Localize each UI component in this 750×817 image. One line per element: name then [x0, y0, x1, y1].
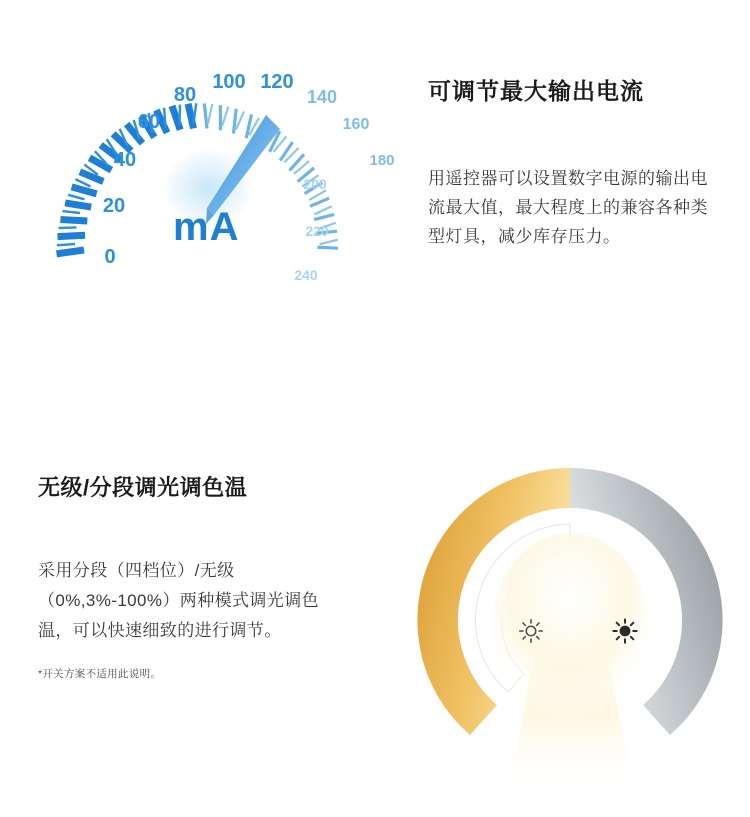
svg-text:200: 200: [303, 176, 327, 192]
current-body: 用遥控器可以设置数字电源的输出电流最大值，最大程度上的兼容各种类型灯具，减少库存压力。: [428, 168, 708, 247]
warm-sun-icon: [518, 618, 544, 644]
svg-text:100: 100: [212, 71, 246, 93]
gauge-unit-label: mA: [173, 205, 240, 249]
dimming-body: 采用分段（四档位）/无级（0%,3%-100%）两种模式调光调色温，可以快速细致的进行调节。: [38, 561, 320, 640]
svg-text:0: 0: [104, 246, 116, 268]
svg-text:80: 80: [173, 84, 197, 106]
section-adjustable-output-current: [0, 0, 750, 400]
svg-text:180: 180: [369, 152, 395, 169]
svg-text:240: 240: [294, 267, 318, 283]
cool-sun-icon: [612, 618, 638, 644]
current-text-block: [428, 78, 728, 251]
svg-text:160: 160: [342, 116, 370, 133]
svg-text:220: 220: [305, 223, 329, 239]
dimming-footnote: *开关方案不适用此说明。: [38, 667, 162, 680]
svg-text:120: 120: [260, 71, 294, 93]
svg-text:60: 60: [137, 111, 161, 133]
current-heading: 可调节最大输出电流: [428, 78, 644, 104]
svg-text:140: 140: [306, 87, 338, 107]
section-stepless-segmented-dimming: [0, 400, 750, 817]
gauge-figure: [18, 10, 398, 310]
color-temperature-ring-figure: [400, 420, 740, 800]
color-temperature-ring-illustration: [400, 420, 740, 800]
gauge-illustration: [18, 10, 398, 310]
dimming-heading: 无级/分段调光调色温: [38, 475, 248, 500]
dimming-text-block: [38, 475, 368, 681]
svg-text:20: 20: [102, 195, 126, 217]
svg-text:40: 40: [113, 149, 137, 171]
